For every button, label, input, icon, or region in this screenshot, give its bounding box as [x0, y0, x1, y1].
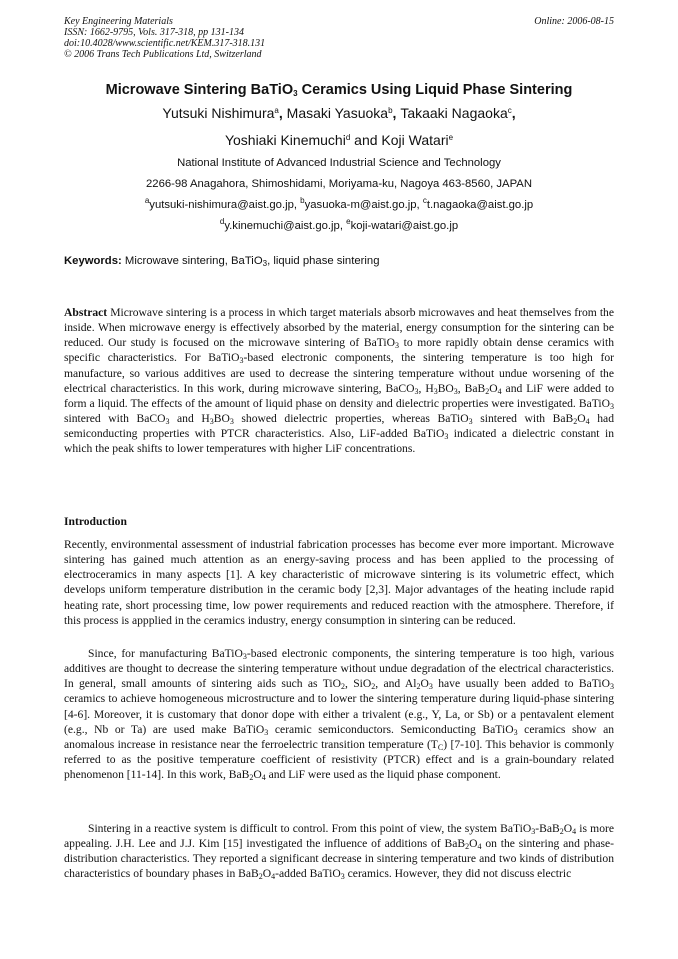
author-name: Takaaki Nagaoka: [400, 105, 508, 121]
journal-name: Key Engineering Materials: [64, 16, 173, 27]
abstract-paragraph: Abstract Microwave sintering is a process in which target materials absorb microwaves and heat themselves from the inside. When microwave energy is effectively absorbed by the material, energy consumption for the sintering can be reduced. Our study is focused on the microwave sintering of BaTiO$_3$ to more rapidly obtain dense ceramics with specific characteristics. For BaTiO$_3$-based electronic components, the sintering temperature is too high for manufacture, so various additives are used to decrease the sintering temperature without undue worsening of the electrical characteristics. In this work, during microwave sintering, BaCO$_3$, $H_3BO_3$, $BaB_2O_4$ and LiF were added to form a liquid. The effects of the amount of liquid phase on density and dielectric properties were investigated. BaTiO$_3$ sintered with BaCO$_3$ and $H_3BO_3$ showed dielectric properties, whereas BaTiO$_3$ sintered with $BaB_2O_4$ had semiconducting properties with PTCR characteristics. Also, LiF-added BaTiO$_3$ indicated a dielectric constant in which the peak shifts to lower temperatures with higher LiF concentrations.: [64, 306, 614, 456]
affiliation-address: 2266-98 Anagahora, Shimoshidami, Moriyama-ku, Nagoya 463-8560, JAPAN: [146, 178, 532, 190]
abstract-label: Abstract: [64, 306, 108, 319]
author-name: Masaki Yasuoka: [286, 105, 389, 121]
doi-line: doi:10.4028/www.scientific.net/KEM.317-318.131: [64, 38, 266, 49]
intro-paragraph-3: Sintering in a reactive system is difficult to control. From this point of view, the system $BaTiO_3-BaB_2O_4$ is more appealing. J.H. Lee and J.J. Kim [15] investigated the influence of additions of $BaB_2O_4$ on the sintering and phase-distribution characteristics. They reported a significant decrease in sintering temperature and two kinds of distribution characteristics of boundary phases in $BaB_2O_4$-added BaTiO$_3$ ceramics. However, they did not discuss electric: [64, 822, 614, 882]
author-line-2: Yoshiaki Kinemuchi$^d$ and Koji Watari$^e$: [224, 132, 454, 148]
issn-line: ISSN: 1662-9795, Vols. 317-318, pp 131-134: [64, 27, 244, 38]
intro-paragraph-1: Recently, environmental assessment of industrial fabrication processes has become ever more important. Microwave sintering has gained much attention as an energy-saving process and has been applied to the processing of electroceramics in many aspects [1]. A key characteristic of microwave sintering is its volumetric effect, which develops uniform temperature distribution in the ceramic body [2,3]. Major advantages of the heating include rapid heating rate, short processing time, low power requirements and reduced reaction with the atmosphere. Therefore, if this process is appplied in the ceramics industry, energy consumption in sintering can be reduced.: [64, 538, 614, 627]
email-line-1: $^a$yutsuki-nishimura@aist.go.jp, $^b$yasuoka-m@aist.go.jp, $^c$t.nagaoka@aist.go.jp: [144, 196, 534, 211]
section-heading-introduction: Introduction: [64, 515, 127, 528]
author-name: Yutsuki Nishimura: [162, 105, 275, 121]
online-date: Online: 2006-08-15: [534, 16, 614, 27]
author-name: Yoshiaki Kinemuchi: [224, 132, 346, 148]
copyright-line: © 2006 Trans Tech Publications Ltd, Switzerland: [64, 49, 262, 60]
intro-paragraph-2: Since, for manufacturing BaTiO$_3$-based electronic components, the sintering temperature is too high, various additives are thought to decrease the sintering temperature without undue degradation of the electrical characteristics. In general, small amounts of sintering aids such as TiO$_2$, SiO$_2$, and $Al_2O_3$ have usually been added to BaTiO$_3$ ceramics to achieve homogeneous microstructure and to lower the sintering temperature during liquid-phase sintering [4-6]. Moreover, it is customary that donor dope with either a trivalent (e.g., Y, La, or Sb) or a pentavalent element (e.g., Nb or Ta) are used make BaTiO$_3$ ceramic semiconductors. Semiconducting BaTiO$_3$ ceramics show an anomalous increase in resistance near the ferroelectric transition temperature $(T_C)$ [7-10]. This behavior is commonly referred to as the positive temperature coefficient of resistivity (PTCR) effect and is a grain-boundary related phenomenon [11-14]. In this work, $BaB_2O_4$ and LiF were used as the liquid phase component.: [64, 647, 615, 783]
email-line-2: $^d$y.kinemuchi@aist.go.jp, $^e$koji-watari@aist.go.jp: [219, 217, 459, 232]
keywords-label: Keywords:: [64, 255, 122, 267]
journal-header: [64, 16, 614, 60]
author-name: Koji Watari: [381, 132, 449, 148]
paper-title: Microwave Sintering BaTiO$_3$ Ceramics Using Liquid Phase Sintering: [105, 82, 573, 98]
affiliation-institute: National Institute of Advanced Industrial Science and Technology: [177, 157, 501, 169]
author-line-1: Yutsuki Nishimura$^a$, Masaki Yasuoka$^b$, Takaaki Nagaoka$^c$,: [162, 105, 516, 121]
keywords: Keywords: Microwave sintering, BaTiO$_3$, liquid phase sintering: [64, 255, 380, 268]
